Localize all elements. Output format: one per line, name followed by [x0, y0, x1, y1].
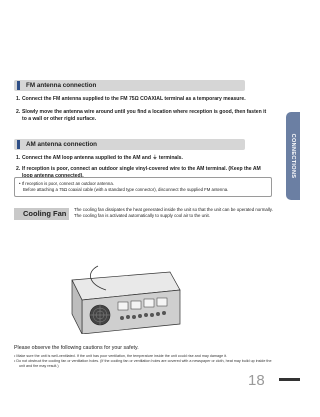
safety-bullet: • Make sure the unit is well-ventilated. If the unit has poor ventilation, the temperature inside the unit could rise and may damage it. — [14, 354, 228, 358]
safety-heading: Please observe the following cautions for your safety. — [14, 345, 139, 351]
note-line-2: Before attaching a 75Ω coaxial cable (with a standard type connector), disconnect the supplied FM antenna. — [23, 186, 229, 192]
cooling-fan-label: Cooling Fan — [14, 208, 69, 220]
fm-step-2-num: 2. — [16, 109, 21, 115]
am-step-1 — [16, 155, 272, 162]
am-step-2-text: If reception is poor, connect an outdoor single vinyl-covered wire to the AM terminal. (Keep the AM loop antenna connected). — [22, 166, 261, 179]
antenna-note-box — [14, 177, 272, 197]
am-step-2-num: 2. — [16, 166, 21, 172]
fm-step-2 — [16, 109, 272, 122]
safety-bullet-list — [14, 354, 276, 369]
fm-section-header: FM antenna connection — [14, 80, 245, 91]
receiver-rear-panel-illustration — [58, 262, 182, 339]
cooling-fan-description: The cooling fan dissipates the heat generated inside the unit so that the unit can be operated normally. The cooling fan is activated automatically to supply cool air to the unit. — [74, 207, 273, 218]
side-tab-label: CONNECTIONS — [290, 133, 296, 179]
safety-bullet: • Do not obstruct the cooling fan or ventilation holes. (If the cooling fan or ventilation holes are covered with a newspaper or cloth, heat may build up inside the unit and fire may result.) — [14, 359, 272, 369]
fm-step-1-num: 1. — [16, 96, 21, 102]
am-step-1-text: Connect the AM loop antenna supplied to the AM and ⏚ terminals. — [22, 155, 183, 161]
fm-step-2-text: Slowly move the antenna wire around until you find a location where reception is good, then fasten it to a wall or other rigid surface. — [22, 109, 267, 122]
fm-step-1 — [16, 96, 272, 103]
connections-side-tab — [286, 112, 300, 200]
page-number: 18 — [248, 372, 265, 389]
am-section-header: AM antenna connection — [14, 139, 245, 150]
fm-step-1-text: Connect the FM antenna supplied to the FM 75Ω COAXIAL terminal as a temporary measure. — [22, 96, 246, 102]
am-step-1-num: 1. — [16, 155, 21, 161]
page-number-bar — [279, 378, 300, 381]
note-line-1: • If reception is poor, connect an outdoor antenna. — [19, 181, 114, 186]
